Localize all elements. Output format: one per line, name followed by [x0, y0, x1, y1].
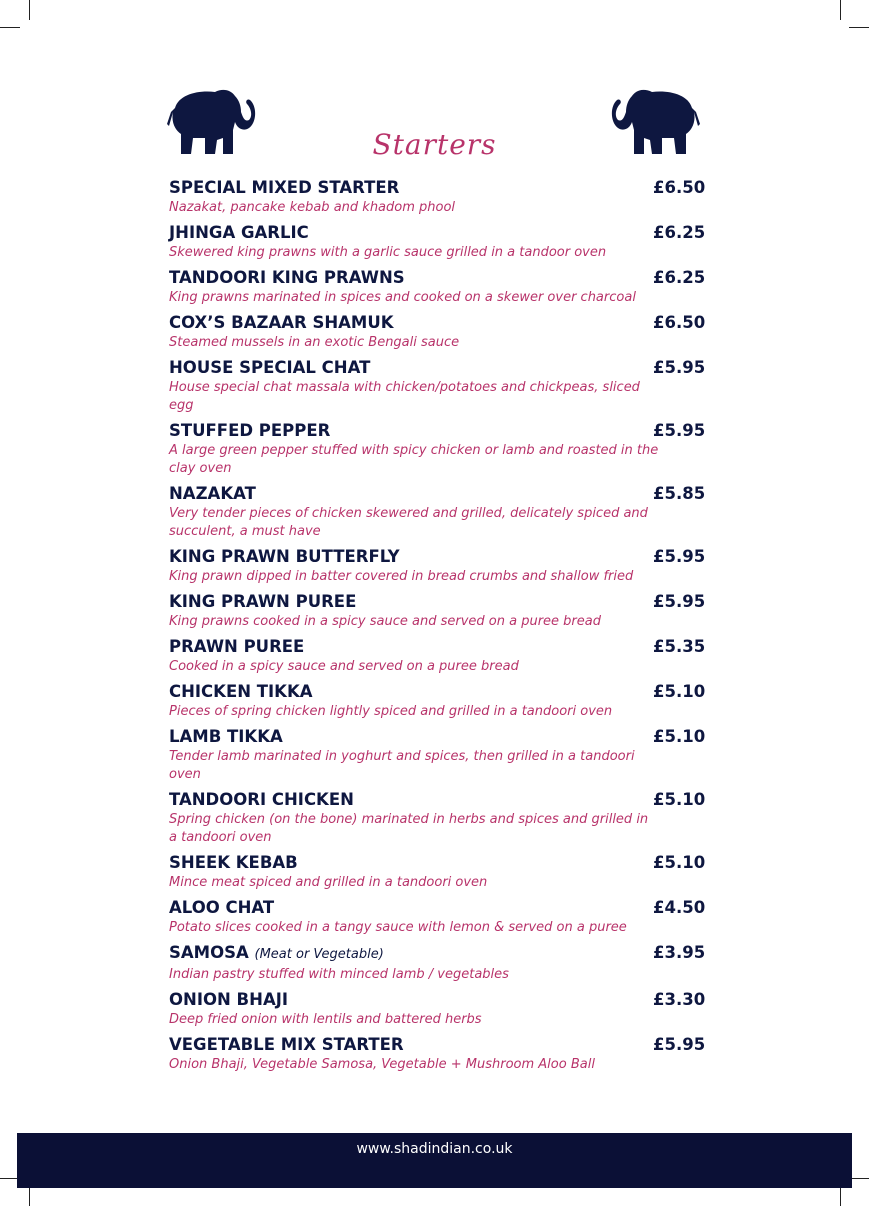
menu-item-description: Onion Bhaji, Vegetable Samosa, Vegetable + Mushroom Aloo Ball — [169, 1057, 595, 1072]
menu-item — [169, 790, 706, 851]
menu-item-row — [169, 943, 706, 965]
menu-item-price: £6.25 — [653, 223, 706, 242]
menu-item-description: King prawns marinated in spices and cooked on a skewer over charcoal — [169, 290, 636, 305]
crop-mark — [29, 1186, 30, 1206]
menu-item-description: Deep fried onion with lentils and battered herbs — [169, 1012, 482, 1027]
footer-url: www.shadindian.co.uk — [356, 1141, 513, 1157]
menu-item — [169, 682, 706, 725]
menu-item — [169, 547, 706, 590]
crop-mark — [840, 1186, 841, 1206]
menu-item-description: King prawn dipped in batter covered in bread crumbs and shallow fried — [169, 569, 634, 584]
menu-list — [169, 178, 706, 1080]
menu-item-name-text: ALOO CHAT — [169, 898, 275, 917]
menu-item-price: £6.50 — [653, 313, 706, 332]
menu-item-price: £6.25 — [653, 268, 706, 287]
menu-item-name-text: ONION BHAJI — [169, 990, 288, 1009]
menu-item-price: £5.10 — [653, 790, 706, 809]
menu-item-description: House special chat massala with chicken/potatoes and chickpeas, sliced egg — [169, 380, 640, 413]
menu-item-name — [169, 421, 330, 441]
menu-item-price: £5.10 — [653, 853, 706, 872]
menu-item-name-text: KING PRAWN BUTTERFLY — [169, 547, 400, 566]
menu-item-name — [169, 790, 354, 810]
menu-item-name-text: PRAWN PUREE — [169, 637, 305, 656]
menu-item-name-text: TANDOORI KING PRAWNS — [169, 268, 405, 287]
menu-item-row — [169, 682, 706, 702]
menu-item-row — [169, 358, 706, 378]
menu-item-price: £5.95 — [653, 547, 706, 566]
menu-item-name — [169, 682, 313, 702]
menu-item-description: Skewered king prawns with a garlic sauce grilled in a tandoor oven — [169, 245, 607, 260]
menu-item — [169, 178, 706, 221]
menu-item-name — [169, 547, 400, 567]
menu-item — [169, 943, 706, 988]
menu-item-row — [169, 853, 706, 873]
menu-item-row — [169, 790, 706, 810]
menu-item — [169, 898, 706, 941]
menu-item-row — [169, 592, 706, 612]
menu-item — [169, 592, 706, 635]
menu-item-row — [169, 990, 706, 1010]
menu-item-name — [169, 484, 256, 504]
menu-item-price: £5.10 — [653, 682, 706, 701]
menu-item-name-text: KING PRAWN PUREE — [169, 592, 357, 611]
menu-item-name — [169, 178, 399, 198]
menu-item-row — [169, 421, 706, 441]
menu-item — [169, 358, 706, 419]
menu-item-name-text: SHEEK KEBAB — [169, 853, 298, 872]
menu-item-name — [169, 268, 405, 288]
menu-item-name-text: LAMB TIKKA — [169, 727, 283, 746]
menu-item-name — [169, 592, 356, 612]
menu-item-price: £5.85 — [653, 484, 706, 503]
menu-item-row — [169, 637, 706, 657]
menu-item-price: £5.95 — [653, 592, 706, 611]
menu-item — [169, 421, 706, 482]
footer-bar — [17, 1133, 852, 1188]
menu-item-name-text: HOUSE SPECIAL CHAT — [169, 358, 371, 377]
menu-item-description: Very tender pieces of chicken skewered and grilled, delicately spiced and succulent, a must have — [169, 506, 648, 539]
menu-item-price: £6.50 — [653, 178, 706, 197]
menu-item-price: £4.50 — [653, 898, 706, 917]
menu-item-description: Pieces of spring chicken lightly spiced and grilled in a tandoori oven — [169, 704, 613, 719]
menu-item — [169, 990, 706, 1033]
menu-item-price: £3.30 — [653, 990, 706, 1009]
menu-item — [169, 853, 706, 896]
menu-item-row — [169, 1035, 706, 1055]
menu-item-row — [169, 727, 706, 747]
menu-item — [169, 313, 706, 356]
menu-item-price: £5.35 — [653, 637, 706, 656]
menu-item-price: £5.10 — [653, 727, 706, 746]
menu-item — [169, 484, 706, 545]
menu-item-price: £5.95 — [653, 1035, 706, 1054]
menu-item-row — [169, 484, 706, 504]
menu-item-name — [169, 990, 288, 1010]
menu-item-row — [169, 547, 706, 567]
menu-item-name-text: JHINGA GARLIC — [169, 223, 309, 242]
menu-item-row — [169, 313, 706, 333]
menu-item — [169, 727, 706, 788]
crop-mark — [0, 27, 20, 28]
menu-item — [169, 637, 706, 680]
menu-item-description: A large green pepper stuffed with spicy chicken or lamb and roasted in the clay oven — [169, 443, 659, 476]
menu-item-name-text: STUFFED PEPPER — [169, 421, 331, 440]
menu-item-name — [169, 727, 283, 747]
menu-item-description: Spring chicken (on the bone) marinated in herbs and spices and grilled in a tandoori oven — [169, 812, 649, 845]
menu-item-row — [169, 178, 706, 198]
menu-item-name — [169, 358, 370, 378]
menu-item-row — [169, 223, 706, 243]
menu-item-description: Mince meat spiced and grilled in a tandoori oven — [169, 875, 488, 890]
menu-item — [169, 268, 706, 311]
menu-item-description: King prawns cooked in a spicy sauce and served on a puree bread — [169, 614, 601, 629]
menu-item-name-text: NAZAKAT — [169, 484, 256, 503]
menu-item-price: £5.95 — [653, 358, 706, 377]
menu-item-name — [169, 898, 274, 918]
menu-item-description: Indian pastry stuffed with minced lamb / vegetables — [169, 967, 509, 982]
menu-item-description: Cooked in a spicy sauce and served on a puree bread — [169, 659, 519, 674]
menu-item-description: Nazakat, pancake kebab and khadom phool — [169, 200, 456, 215]
menu-item-price: £5.95 — [653, 421, 706, 440]
menu-item-price: £3.95 — [653, 943, 706, 962]
menu-item-name — [169, 1035, 404, 1055]
menu-item-description: Potato slices cooked in a tangy sauce with lemon & served on a puree — [169, 920, 627, 935]
menu-item-name — [169, 223, 309, 243]
crop-mark — [29, 0, 30, 20]
menu-item-name-text: VEGETABLE MIX STARTER — [169, 1035, 404, 1054]
menu-item-row — [169, 898, 706, 918]
menu-item-note: (Meat or Vegetable) — [254, 947, 384, 962]
menu-item-description: Steamed mussels in an exotic Bengali sauce — [169, 335, 460, 350]
menu-item-row — [169, 268, 706, 288]
menu-item-name — [169, 943, 384, 965]
menu-item-name-text: SAMOSA — [169, 943, 249, 962]
menu-item-description: Tender lamb marinated in yoghurt and spices, then grilled in a tandoori oven — [169, 749, 635, 782]
menu-item — [169, 1035, 706, 1078]
crop-mark — [849, 27, 869, 28]
crop-mark — [849, 1178, 869, 1179]
menu-item-name-text: SPECIAL MIXED STARTER — [169, 178, 400, 197]
crop-mark — [840, 0, 841, 20]
menu-item — [169, 223, 706, 266]
menu-item-name — [169, 313, 394, 333]
menu-item-name — [169, 853, 298, 873]
menu-item-name-text: COX’S BAZAAR SHAMUK — [169, 313, 394, 332]
page-title: Starters — [372, 128, 497, 161]
menu-item-name-text: CHICKEN TIKKA — [169, 682, 313, 701]
menu-item-name — [169, 637, 304, 657]
menu-item-name-text: TANDOORI CHICKEN — [169, 790, 354, 809]
